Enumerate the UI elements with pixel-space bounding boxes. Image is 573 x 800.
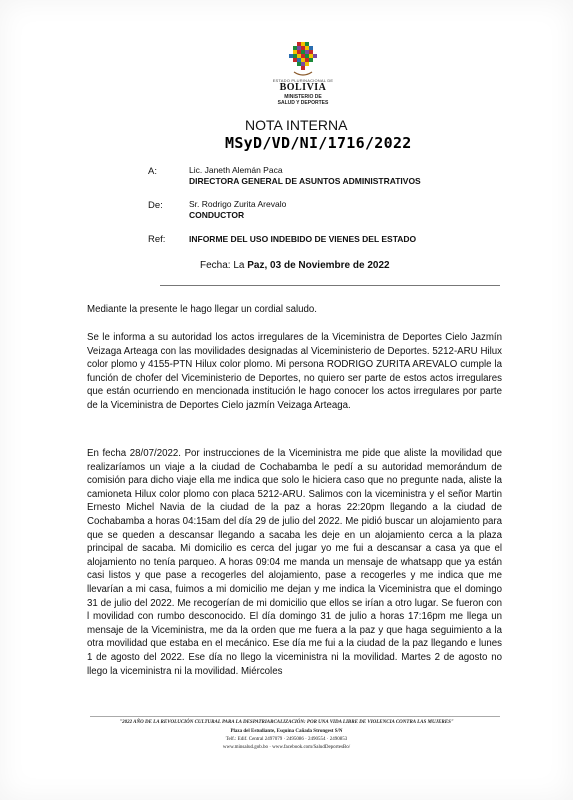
header-divider — [160, 285, 500, 286]
reference-label: Ref: — [148, 234, 166, 245]
footer-address: Plaza del Estudiante, Esquina Cañada Strongest S/N — [230, 729, 343, 734]
date-line — [200, 260, 390, 271]
sender-block — [189, 199, 286, 221]
recipient-role: DIRECTORA GENERAL DE ASUNTOS ADMINISTRATIVOS — [189, 176, 421, 186]
recipient-block — [189, 165, 421, 187]
sender-name: Sr. Rodrigo Zurita Arevalo — [189, 199, 287, 209]
reference-text: INFORME DEL USO INDEBIDO DE VIENES DEL ESTADO — [189, 234, 417, 244]
document-title: NOTA INTERNA — [245, 117, 348, 133]
recipient-name: Lic. Janeth Alemán Paca — [189, 165, 283, 175]
ministry-line-2: SALUD Y DEPORTES — [277, 100, 329, 106]
recipient-label: A: — [148, 166, 157, 177]
sender-label: De: — [148, 200, 163, 211]
letterhead-ministry — [262, 94, 344, 106]
bolivia-coat-of-arms-logo — [284, 40, 322, 78]
footer-slogan: "2022 AÑO DE LA REVOLUCIÓN CULTURAL PARA LA DESPATRIARCALIZACIÓN: POR UNA VIDA LIBRE DE VIOLENCIA CONTRA LAS MUJERES" — [119, 720, 454, 725]
date-label: Fecha: La — [200, 260, 248, 271]
body-paragraph-1: Se le informa a su autoridad los actos irregulares de la Viceministra de Deportes Cielo Jazmín Veizaga Arteaga con las movilidades designadas al Viceministerio de Deportes. 5212-ARU Hilux color plomo y 4155-PTN Hilux color plomo. Mi persona RODRIGO ZURITA AREVALO cumple la función de chofer del Viceministerio de Deportes, no quiero ser parte de estos actos irregulares que están ocurriendo en mencionada institución le hago conocer los actos irregulares por parte de la Viceministra de Deportes Cielo jazmín Veizaga Arteaga. — [87, 332, 502, 411]
ministry-line-1: MINISTERIO DE — [284, 94, 322, 100]
footer-websites: www.minsalud.gob.bo · www.facebook.com/SaludDeportesBo/ — [222, 745, 351, 750]
sender-role: CONDUCTOR — [189, 210, 245, 220]
body-paragraph-2: En fecha 28/07/2022. Por instrucciones de la Viceministra me pide que aliste la movilidad que realizaríamos un viaje a la ciudad de Cochabamba le pedí a su autoridad memorándum de comisión para dicho viaje ella me indica que solo le hiciera caso que no pregunte nada, aliste la camioneta Hilux color plomo con placa 5212-ARU. Salimos con la viceministra y el señor Martin Ernesto Michel Navia de la ciudad de la paz a horas 22:20pm llegando a la ciudad de Cochabamba a horas 04:15am del día 29 de julio del 2022. Me pidió buscar un alojamiento para que se queden a descansar llegando a sacaba les deje en un alojamiento cerca a la plaza principal de sacaba. Mi domicilio es cerca del jugar yo me fui a descansar a casa ya que el alojamiento no tenía parqueo. A horas 09:04 me manda un mensaje de whatsapp que ya están casi listos y que pase a recogerles del alojamiento, pase a recogerles y me indica que me llevarían a mi casa, fuimos a mi domicilio me dejan y me indica la Viceministra que el domingo 31 de julio del 2022. Me recogerían de mi domicilio que ellos se irían a otro lugar. Se fueron con l movilidad con rumbo desconocido. El día domingo 31 de julio a horas 17:16pm me llega un mensaje de la Viceministra, me da la orden que me fuera a la paz y que haga seguimiento a la otra movilidad que estaba en el mecánico. Ese día me fui a la ciudad de la paz llegando e lunes 1 de agosto del 2022. Ese día no llego la viceministra ni la movilidad. Martes 2 de agosto no llego la viceministra ni la movilidad. Miércoles — [87, 448, 502, 677]
date-value: Paz, 03 de Noviembre de 2022 — [247, 260, 390, 271]
letterhead-country: BOLIVIA — [279, 82, 327, 93]
footer-divider — [90, 716, 500, 717]
letterhead-estado: ESTADO PLURINACIONAL DE — [272, 78, 334, 83]
greeting-paragraph: Mediante la presente le hago llegar un cordial saludo. — [87, 304, 317, 315]
document-code: MSyD/VD/NI/1716/2022 — [225, 134, 412, 152]
footer-phones: Telf.: Edif. Central 2497079 · 2495086 · 2490554 · 2490853 — [225, 737, 348, 742]
